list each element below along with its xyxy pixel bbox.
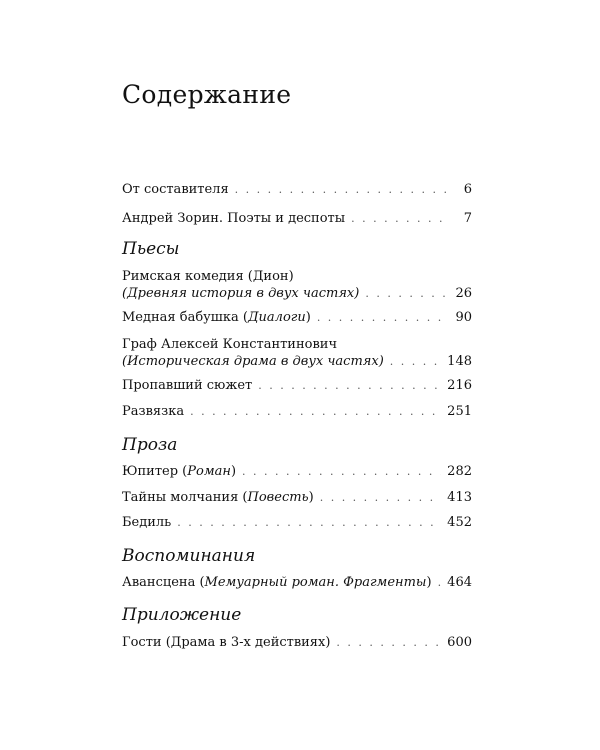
toc-page-number: 413 <box>447 490 472 505</box>
toc-page-number: 600 <box>447 635 472 650</box>
toc-page-number: 282 <box>447 464 472 479</box>
toc-entry-lost-plot[interactable] <box>122 377 472 394</box>
toc-entry-copper-grandma[interactable] <box>122 309 472 326</box>
toc-page-number: 464 <box>447 575 472 590</box>
page-title: Содержание <box>122 80 292 109</box>
toc-entry-title: Граф Алексей Константинович <box>122 337 338 352</box>
toc-page-number: 7 <box>463 211 472 226</box>
section-heading-plays: Пьесы <box>122 239 180 259</box>
toc-entry-text: Гости (Драма в 3-х действиях) <box>122 635 331 650</box>
toc-entry-text: Бедиль <box>122 515 172 530</box>
toc-entry-subtitle: (Историческая драма в двух частях) <box>122 354 384 369</box>
leader-dots <box>258 377 441 394</box>
toc-entry-avanscena[interactable] <box>122 574 472 591</box>
toc-page-number: 216 <box>447 378 472 393</box>
toc-entry-guests[interactable] <box>122 634 472 651</box>
toc-entry-denouement[interactable] <box>122 403 472 420</box>
toc-entry-bedil[interactable] <box>122 514 472 531</box>
leader-dots <box>242 463 441 480</box>
toc-entry-secrets-of-silence[interactable] <box>122 489 472 506</box>
toc-page-number: 452 <box>447 515 472 530</box>
toc-entry-subtitle: (Древняя история в двух частях) <box>122 286 360 301</box>
toc-entry-foreword[interactable] <box>122 181 472 198</box>
leader-dots <box>351 210 448 227</box>
leader-dots <box>438 574 442 591</box>
leader-dots <box>390 353 441 370</box>
section-heading-appendix: Приложение <box>122 605 242 625</box>
toc-entry-text: Медная бабушка (Диалоги) <box>122 310 311 325</box>
toc-entry-text: Тайны молчания (Повесть) <box>122 490 314 505</box>
leader-dots <box>320 489 441 506</box>
toc-page-number: 26 <box>455 286 472 301</box>
toc-entry-text: Юпитер (Роман) <box>122 464 237 479</box>
leader-dots <box>336 634 441 651</box>
toc-entry-jupiter[interactable] <box>122 463 472 480</box>
toc-entry-text: Развязка <box>122 404 185 419</box>
leader-dots <box>177 514 441 531</box>
toc-entry-title: Римская комедия (Дион) <box>122 269 294 284</box>
section-heading-prose: Проза <box>122 435 178 455</box>
toc-entry-text: От составителя <box>122 182 229 197</box>
leader-dots <box>235 181 448 198</box>
leader-dots <box>365 285 448 302</box>
toc-page-number: 90 <box>455 310 472 325</box>
toc-entry-text: Андрей Зорин. Поэты и деспоты <box>122 211 346 226</box>
section-heading-memoirs: Воспоминания <box>122 546 256 566</box>
toc-entry-roman-comedy[interactable] <box>122 268 472 302</box>
toc-page-number: 148 <box>447 354 472 369</box>
leader-dots <box>190 403 441 420</box>
leader-dots <box>317 309 448 326</box>
toc-page-number: 251 <box>447 404 472 419</box>
toc-entry-count-aleksey[interactable] <box>122 336 472 370</box>
toc-entry-zorin[interactable] <box>122 210 472 227</box>
toc-entry-text: Авансцена (Мемуарный роман. Фрагменты) <box>122 575 432 590</box>
toc-page-number: 6 <box>463 182 472 197</box>
toc-entry-text: Пропавший сюжет <box>122 378 253 393</box>
